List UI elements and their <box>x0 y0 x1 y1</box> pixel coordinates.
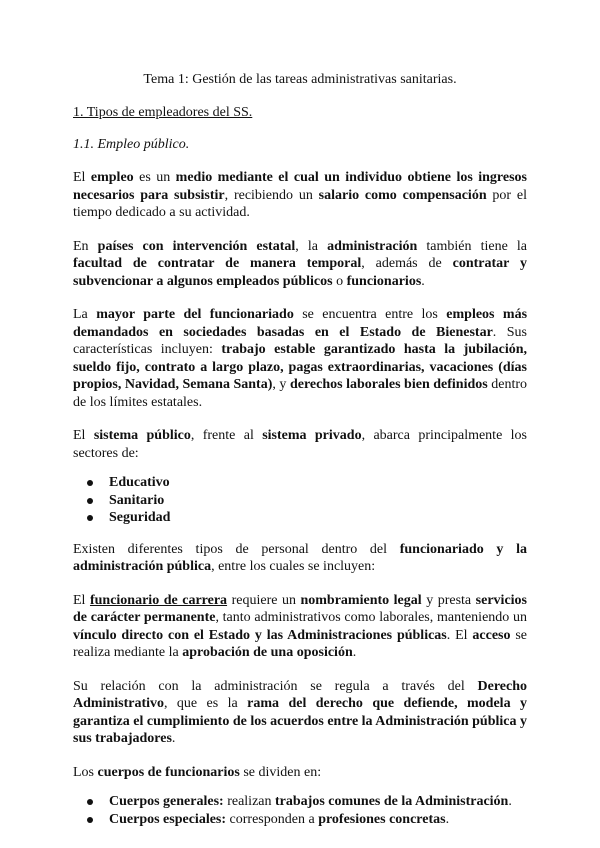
text: El <box>73 428 94 443</box>
bold-text: países con intervención estatal <box>97 238 296 254</box>
bold-text: facultad de contratar de manera temporal <box>73 256 362 271</box>
text: se encuentra entre los <box>293 307 447 322</box>
text: se realiza mediante la <box>73 627 527 660</box>
bullet-icon <box>87 498 93 504</box>
text: . <box>421 273 425 289</box>
bold-text: servicios de carácter permanente <box>73 592 527 625</box>
bold-text: trabajos comunes de la Administración <box>275 794 509 809</box>
text: dentro de los límites estatales. <box>73 377 528 410</box>
list-item-label: Educativo <box>109 475 170 490</box>
text: El <box>73 170 91 185</box>
bold-text: derechos laborales bien definidos <box>289 377 488 392</box>
text: o <box>332 273 347 289</box>
bold-text: Derecho Administrativo <box>73 678 527 711</box>
text: por el tiempo dedicado a su actividad. <box>73 187 527 220</box>
bold-text: contratar y subvencionar a algunos empleados públicos <box>73 256 527 289</box>
bold-text: cuerpos de funcionarios <box>97 764 240 780</box>
text: y presta <box>421 592 476 608</box>
bold-text: salario como compensación <box>318 187 487 203</box>
paragraph-empleo <box>73 169 527 222</box>
document-body <box>73 72 527 842</box>
list-item <box>73 793 527 811</box>
bold-text: trabajo estable garantizado hasta la jubilación, sueldo fijo, contrato a largo plazo, pagas extraordinarias, vacaciones (días propios, Navidad, Semana Santa) <box>73 342 528 392</box>
bold-text: sistema privado <box>262 428 362 443</box>
text: , tanto administrativos como laborales, manteniendo un <box>215 610 527 625</box>
underlined-bold-text: funcionario de carrera <box>89 592 228 608</box>
bold-text: acceso <box>472 627 511 643</box>
text: , la <box>295 238 328 254</box>
bold-text: funcionarios <box>346 273 422 289</box>
sectors-list <box>73 474 527 527</box>
bullet-icon <box>87 480 93 486</box>
paragraph-paises <box>73 238 527 291</box>
text: En <box>73 238 98 254</box>
text: , además de <box>361 256 453 271</box>
text: , abarca principalmente los sectores de: <box>73 428 527 461</box>
section-heading: 1. Tipos de empleadores del SS. <box>73 105 253 120</box>
bullet-icon <box>87 515 93 521</box>
list-item-term: Cuerpos especiales: <box>109 811 227 827</box>
text: , frente al <box>190 428 263 443</box>
bold-text: vínculo directo con el Estado y las Administraciones públicas <box>73 627 447 643</box>
list-item <box>73 811 527 829</box>
bold-text: medio mediante el cual un individuo obtiene los ingresos necesarios para subsistir <box>73 170 527 203</box>
bold-text: aprobación de una oposición <box>182 645 353 660</box>
bold-text: sistema público <box>93 428 191 443</box>
text: requiere un <box>227 592 301 608</box>
paragraph-cuerpos <box>73 764 527 782</box>
bold-text: profesiones concretas <box>318 811 446 827</box>
list-item-term: Cuerpos generales: <box>109 794 224 809</box>
bodies-list <box>73 793 527 828</box>
text: , recibiendo un <box>224 187 319 203</box>
text: Existen diferentes tipos de personal dentro del <box>73 541 400 557</box>
bullet-icon <box>87 817 93 823</box>
bold-text: empleo <box>90 170 134 185</box>
text: La <box>73 307 97 322</box>
list-item-label: Sanitario <box>109 492 165 508</box>
bold-text: funcionariado y la administración pública <box>73 541 527 574</box>
text: Los <box>73 764 98 780</box>
text: es un <box>133 170 176 185</box>
text: . <box>445 811 450 827</box>
list-item-label: Seguridad <box>109 510 171 525</box>
text: se dividen en: <box>239 764 322 780</box>
paragraph-tipos-personal <box>73 541 527 576</box>
text: . <box>508 794 512 809</box>
bold-text: rama del derecho que defiende, modela y garantiza el cumplimiento de los acuerdos entre la Administración pública y sus trabajadores <box>73 696 527 746</box>
text: , y <box>272 377 290 392</box>
text: Su relación con la administración se regula a través del <box>73 678 478 694</box>
text: realizan <box>223 794 275 809</box>
document-title: Tema 1: Gestión de las tareas administrativas sanitarias. <box>143 72 457 87</box>
bullet-icon <box>87 799 93 805</box>
text: también tiene la <box>417 238 527 254</box>
list-item <box>73 509 527 527</box>
list-item <box>73 492 527 510</box>
text: El <box>73 592 90 608</box>
bold-text: administración <box>327 238 418 254</box>
text: , que es la <box>164 696 248 711</box>
bold-text: nombramiento legal <box>300 592 422 608</box>
text: . <box>171 731 176 746</box>
text: . El <box>446 627 473 643</box>
text: corresponden a <box>226 811 319 827</box>
paragraph-funcionariado <box>73 306 527 411</box>
bold-text: empleos más demandados en sociedades basadas en el Estado de Bienestar <box>73 307 528 340</box>
paragraph-derecho-administrativo <box>73 678 527 748</box>
list-item <box>73 474 527 492</box>
subsection-heading: 1.1. Empleo público. <box>73 137 190 152</box>
text: . <box>352 645 357 660</box>
text: , entre los cuales se incluyen: <box>211 559 376 574</box>
text: . Sus características incluyen: <box>73 324 527 357</box>
paragraph-funcionario-carrera <box>73 592 527 662</box>
bold-text: mayor parte del funcionariado <box>96 307 294 322</box>
paragraph-sistema-publico <box>73 427 527 462</box>
